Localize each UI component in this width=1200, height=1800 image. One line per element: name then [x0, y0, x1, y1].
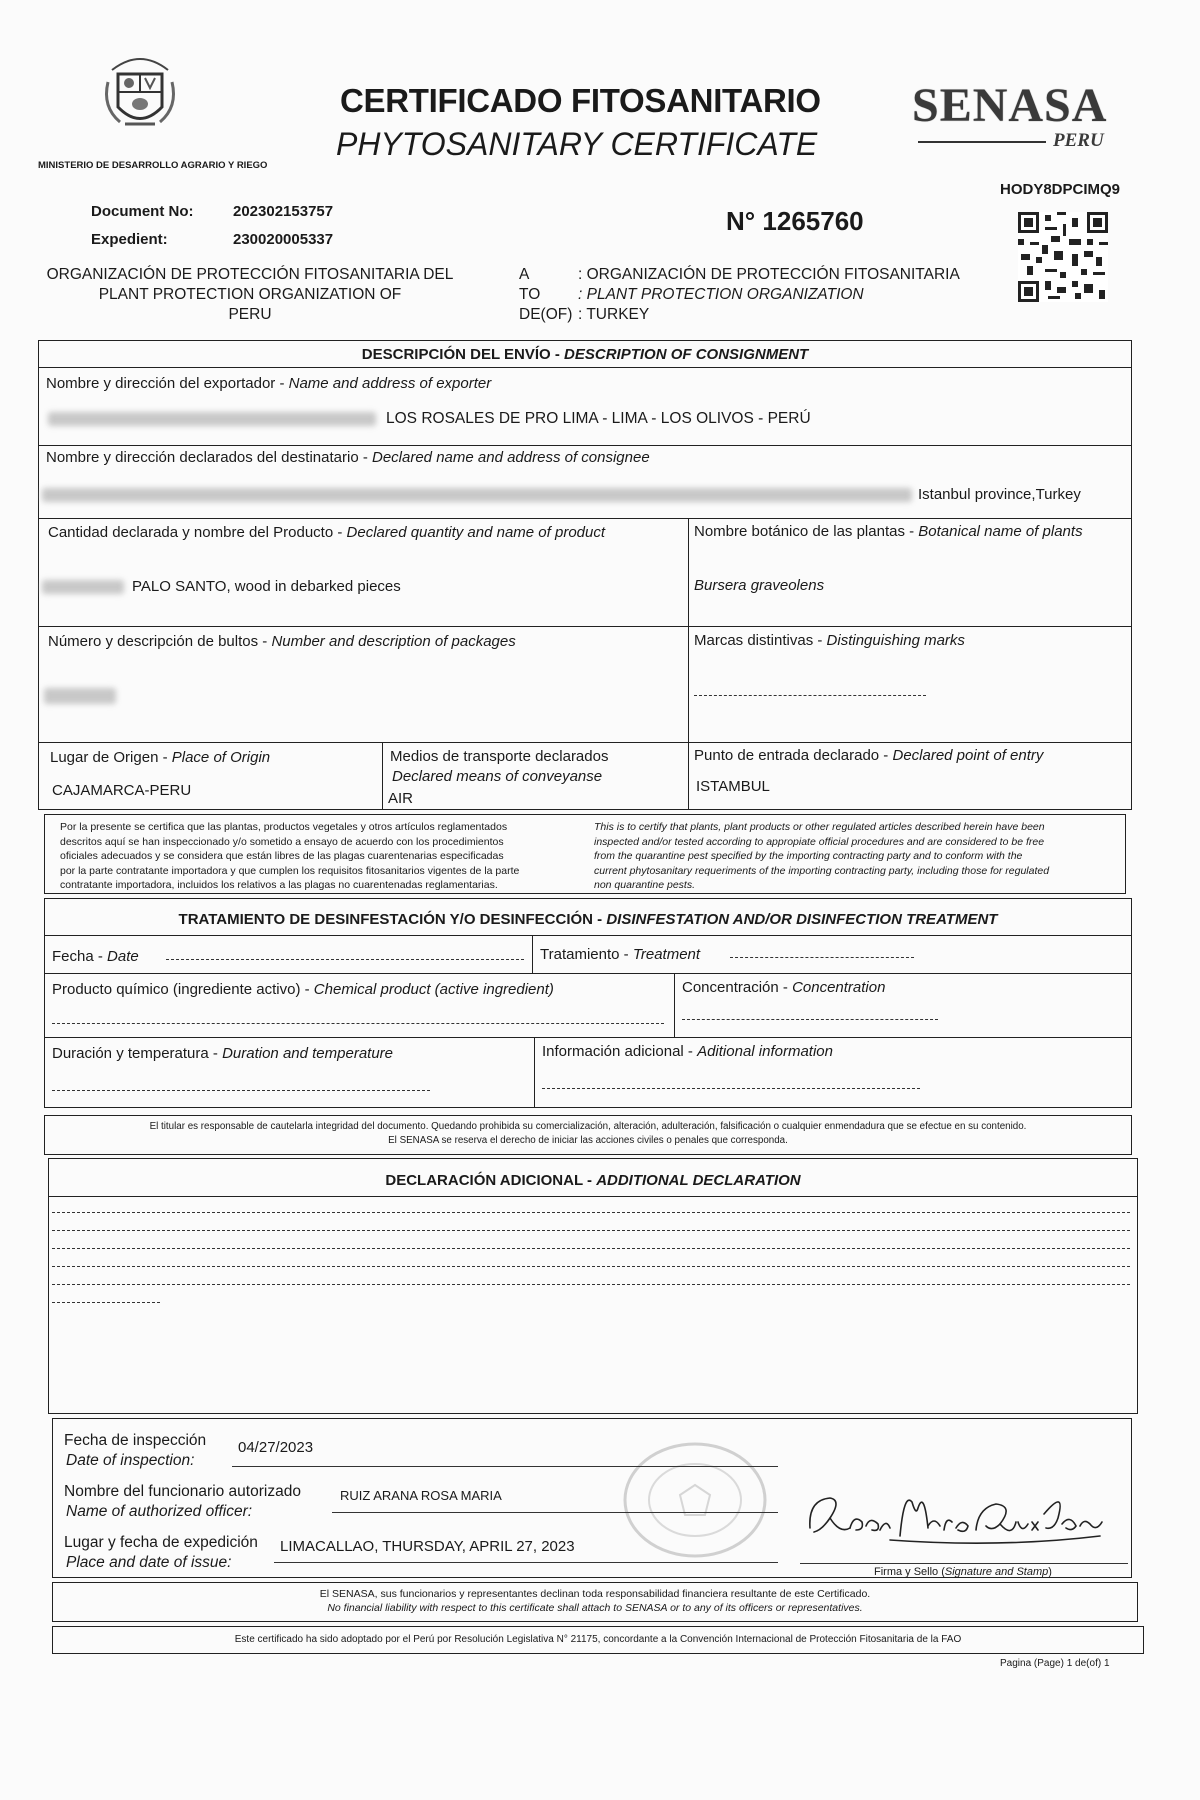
cert-es-line: oficiales adecuados y se considera que están libres de las plagas cuarentenarias especificadas	[60, 850, 504, 862]
stamp-icon	[620, 1440, 770, 1560]
concentration-label-en: Concentration	[792, 979, 886, 996]
divider	[688, 518, 689, 810]
treatment-blank-line	[730, 957, 914, 958]
duration-label	[52, 1045, 393, 1062]
to-label-to: TO	[519, 286, 541, 303]
chemical-label-en: Chemical product (active ingredient)	[313, 981, 554, 998]
botanical-value: Bursera graveolens	[694, 577, 825, 594]
cert-en-line: current phytosanitary requeriments of the importing contracting party, including those for regulated	[594, 864, 1050, 877]
certificate-number: N° 1265760	[726, 206, 864, 236]
origin-label-es: Lugar de Origen -	[50, 749, 172, 766]
consignment-header-en: DESCRIPTION OF CONSIGNMENT	[564, 346, 809, 363]
divider	[44, 1037, 1132, 1038]
botanical-label	[694, 523, 1083, 540]
logo-rule	[918, 141, 1046, 143]
certification-text-es	[60, 820, 580, 893]
additional-header-en: ADDITIONAL DECLARATION	[596, 1172, 801, 1189]
duration-label-en: Duration and temperature	[222, 1045, 394, 1062]
treatment-date-label-en: Date	[107, 948, 139, 965]
document-no-label: Document No:	[91, 203, 194, 220]
treatment-date-label-es: Fecha -	[52, 948, 108, 965]
liability-notice	[52, 1587, 1138, 1615]
integrity-notice	[44, 1120, 1132, 1148]
consignee-label	[46, 449, 650, 466]
officer-label-es: Nombre del funcionario autorizado	[64, 1483, 301, 1500]
entry-value: ISTAMBUL	[696, 778, 770, 795]
redacted-exporter-name	[48, 412, 376, 426]
exporter-label-es: Nombre y dirección del exportador -	[46, 375, 289, 392]
divider	[48, 1196, 1138, 1197]
cert-en-line: inspected and/or tested according to appropiate official procedures and are considered to be free	[594, 835, 1045, 848]
entry-label	[694, 747, 1043, 764]
origin-label-en: Place of Origin	[171, 749, 271, 766]
to-org-line1: : ORGANIZACIÓN DE PROTECCIÓN FITOSANITARIA	[578, 266, 960, 283]
concentration-label	[682, 979, 885, 996]
signature-icon	[800, 1478, 1140, 1558]
page-number: Pagina (Page) 1 de(of) 1	[1000, 1658, 1110, 1669]
treatment-header	[44, 911, 1132, 928]
signature-caption-es: Firma y Sello (	[874, 1566, 945, 1578]
treatment-table	[44, 898, 1132, 1108]
exporter-address: LOS ROSALES DE PRO LIMA - LIMA - LOS OLIVOS - PERÚ	[386, 410, 811, 427]
additional-header	[48, 1172, 1138, 1189]
place-date-value: LIMACALLAO, THURSDAY, APRIL 27, 2023	[280, 1538, 575, 1555]
cert-es-line: Por la presente se certifica que las plantas, productos vegetales y otros artículos reglamentados	[60, 821, 508, 833]
inspection-date-label-es: Fecha de inspección	[64, 1432, 207, 1449]
to-organization-labels	[519, 265, 572, 325]
additional-header-es: DECLARACIÓN ADICIONAL -	[385, 1172, 597, 1189]
signature-line	[800, 1563, 1128, 1564]
place-underline	[274, 1562, 778, 1563]
to-label-deof: DE(OF)	[519, 306, 573, 323]
cert-es-line: contratante importadora, incluidos los relativos a las plagas no cuarentenadas reglamentarias.	[60, 879, 498, 891]
exporter-label	[46, 375, 491, 392]
adoption-text: Este certificado ha sido adoptado por el Perú por Resolución Legislativa N° 21175, concordante a la Convención Internacional de Protección Fitosanitaria de la FAO	[234, 1634, 962, 1645]
treatment-type-label-es: Tratamiento -	[540, 946, 633, 963]
integrity-line1: El titular es responsable de cautelarla integridad del documento. Quedando prohibida su comercialización, alteración, adulteración, falsificación o cualquier enmendadura que se efectue en su contenido.	[149, 1121, 1027, 1132]
signature-caption-end: )	[1048, 1566, 1052, 1578]
product-value: PALO SANTO, wood in debarked pieces	[132, 578, 401, 595]
product-label-es: Cantidad declarada y nombre del Producto -	[48, 524, 347, 541]
qr-code-icon	[1018, 212, 1108, 302]
declaration-line	[52, 1284, 1130, 1285]
info-label	[542, 1043, 833, 1060]
duration-label-es: Duración y temperatura -	[52, 1045, 223, 1062]
date-blank-line	[166, 959, 524, 960]
from-org-line3: PERU	[228, 306, 272, 323]
declaration-line	[52, 1212, 1130, 1213]
transport-label-en: Declared means of conveyanse	[392, 768, 603, 785]
chemical-label-es: Producto químico (ingrediente activo) -	[52, 981, 314, 998]
verification-code: HODY8DPCIMQ9	[1000, 181, 1121, 198]
officer-label-en: Name of authorized officer:	[66, 1503, 253, 1520]
cert-es-line: por la parte contratante importadora y que cumplen los requisitos fitosanitarios vigentes de la parte	[60, 864, 520, 877]
inspection-date-label-en: Date of inspection:	[66, 1452, 195, 1469]
concentration-label-es: Concentración -	[682, 979, 793, 996]
origin-label	[50, 749, 270, 766]
treatment-header-es: TRATAMIENTO DE DESINFESTACIÓN Y/O DESINFECCIÓN -	[178, 911, 607, 928]
place-label-en: Place and date of issue:	[66, 1554, 232, 1571]
place-label-es: Lugar y fecha de expedición	[64, 1534, 258, 1551]
info-label-en: Aditional information	[697, 1043, 833, 1060]
ministry-name: MINISTERIO DE DESARROLLO AGRARIO Y RIEGO	[38, 160, 268, 171]
treatment-type-label-en: Treatment	[632, 946, 701, 963]
product-label	[48, 524, 605, 541]
divider	[674, 973, 675, 1037]
divider	[44, 935, 1132, 936]
to-org-line3: : TURKEY	[578, 306, 650, 323]
title-en: PHYTOSANITARY CERTIFICATE	[336, 126, 818, 162]
inspection-date-underline	[232, 1466, 778, 1467]
to-organization	[578, 265, 960, 325]
officer-underline	[332, 1512, 778, 1513]
botanical-label-en: Botanical name of plants	[918, 523, 1083, 540]
transport-label-es: Medios de transporte declarados	[390, 748, 609, 765]
declaration-line	[52, 1266, 1130, 1267]
marks-label-es: Marcas distintivas -	[694, 632, 827, 649]
treatment-header-en: DISINFESTATION AND/OR DISINFECTION TREATMENT	[606, 911, 998, 928]
liability-es: El SENASA, sus funcionarios y representantes declinan toda responsabilidad financiera resultante de este Certificado.	[319, 1588, 871, 1600]
document-no-value: 202302153757	[233, 203, 334, 220]
from-org-line1: ORGANIZACIÓN DE PROTECCIÓN FITOSANITARIA DEL	[46, 266, 454, 283]
certification-text-en	[594, 820, 1120, 893]
treatment-type-label	[540, 946, 700, 963]
marks-label-en: Distinguishing marks	[826, 632, 965, 649]
divider	[382, 742, 383, 810]
divider	[38, 367, 1132, 368]
duration-blank-line	[52, 1090, 430, 1091]
cert-en-line: from the quarantine pest specified by the importing contracting party and to conform with the	[594, 850, 1023, 862]
expedient-label: Expedient:	[91, 231, 168, 248]
divider	[38, 445, 1132, 446]
info-blank-line	[542, 1088, 920, 1089]
consignee-label-es: Nombre y dirección declarados del destinatario -	[46, 449, 372, 466]
origin-value: CAJAMARCA-PERU	[52, 782, 192, 799]
product-label-en: Declared quantity and name of product	[346, 524, 606, 541]
from-organization	[30, 265, 470, 325]
inspection-date-value: 04/27/2023	[238, 1439, 314, 1456]
cert-en-line: This is to certify that plants, plant products or other regulated articles described herein have been	[594, 821, 1045, 833]
redacted-consignee	[42, 488, 912, 502]
from-org-line2: PLANT PROTECTION ORGANIZATION OF	[98, 286, 402, 303]
to-label-a: A	[519, 266, 530, 283]
officer-name: RUIZ ARANA ROSA MARIA	[340, 1488, 502, 1503]
entry-label-en: Declared point of entry	[892, 747, 1044, 764]
treatment-date-label	[52, 948, 139, 965]
marks-label	[694, 632, 965, 649]
senasa-logo: SENASA	[912, 79, 1108, 132]
signature-caption	[874, 1566, 1052, 1578]
senasa-logo-sub: PERU	[1053, 130, 1104, 151]
divider	[38, 626, 1132, 627]
consignment-header-es: DESCRIPCIÓN DEL ENVÍO -	[361, 346, 565, 363]
entry-label-es: Punto de entrada declarado -	[694, 747, 893, 764]
transport-value: AIR	[388, 790, 414, 807]
to-org-line2: : PLANT PROTECTION ORGANIZATION	[578, 286, 864, 303]
botanical-label-es: Nombre botánico de las plantas -	[694, 523, 919, 540]
cert-en-line: non quarantine pests.	[594, 879, 695, 891]
consignment-header	[38, 346, 1132, 363]
divider	[532, 935, 533, 973]
divider	[534, 1037, 535, 1108]
integrity-line2: El SENASA se reserva el derecho de iniciar las acciones civiles o penales que corresponda.	[388, 1135, 788, 1146]
declaration-line	[52, 1230, 1130, 1231]
packages-label	[48, 633, 516, 650]
declaration-line	[52, 1302, 160, 1303]
cert-es-line: descritos aquí se han inspeccionado y/o sometido a ensayo de acuerdo con los procedimientos	[60, 835, 504, 848]
liability-en: No financial liability with respect to this certificate shall attach to SENASA or to any of its officers or representatives.	[327, 1602, 863, 1614]
expedient-value: 230020005337	[233, 231, 334, 248]
redacted-quantity	[42, 580, 124, 594]
coat-of-arms-icon	[100, 52, 180, 142]
title-es: CERTIFICADO FITOSANITARIO	[340, 82, 821, 119]
redacted-packages	[44, 688, 116, 704]
packages-label-es: Número y descripción de bultos -	[48, 633, 272, 650]
declaration-line	[52, 1248, 1130, 1249]
consignee-label-en: Declared name and address of consignee	[372, 449, 650, 466]
signature-caption-en: Signature and Stamp	[944, 1566, 1049, 1578]
divider	[38, 518, 1132, 519]
chemical-blank-line	[52, 1023, 664, 1024]
packages-label-en: Number and description of packages	[271, 633, 516, 650]
divider	[44, 973, 1132, 974]
marks-blank-line	[694, 695, 926, 696]
consignee-address: Istanbul province,Turkey	[918, 486, 1081, 503]
exporter-label-en: Name and address of exporter	[288, 375, 492, 392]
info-label-es: Información adicional -	[542, 1043, 698, 1060]
concentration-blank-line	[682, 1019, 938, 1020]
chemical-label	[52, 981, 554, 998]
divider	[38, 742, 1132, 743]
